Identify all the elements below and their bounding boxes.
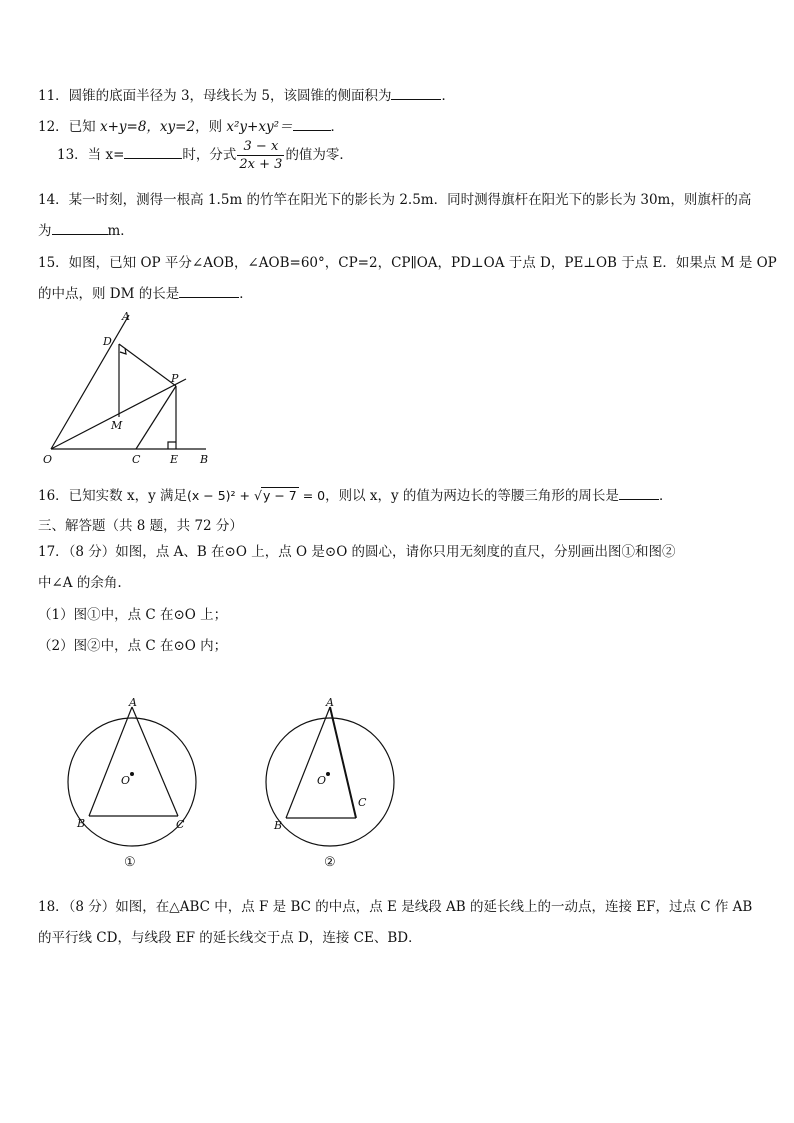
label-b: B <box>274 819 283 832</box>
fraction-numerator: 3 − x <box>237 138 284 156</box>
label-c: C <box>176 818 185 831</box>
answer-blank-12[interactable] <box>293 118 331 131</box>
label-c: C <box>358 796 367 809</box>
q16-equation: (x − 5)² + √y − 7 = 0 <box>187 488 326 503</box>
q15-end: ． <box>239 286 253 302</box>
q16-prefix: 16．已知实数 x，y 满足 <box>38 488 188 504</box>
label-a: A <box>122 310 130 323</box>
q13-mid: 时，分式 <box>182 147 237 163</box>
question-11 <box>38 84 455 104</box>
answer-blank-15[interactable] <box>179 285 239 298</box>
segment-dp <box>119 344 176 386</box>
q11-text: 11．圆锥的底面半径为 3，母线长为 5，该圆锥的侧面积为 <box>38 88 392 104</box>
section-3-heading: 三、解答题（共 8 题，共 72 分） <box>38 518 243 534</box>
question-17-part1: （1）图①中，点 C 在⊙O 上； <box>38 607 228 623</box>
q16-end: ． <box>658 488 673 504</box>
segment-cp <box>136 386 176 449</box>
question-17-line2: 中∠A 的余角. <box>38 575 122 591</box>
label-p: P <box>171 372 179 385</box>
fraction-denominator: 2x + 3 <box>239 157 283 172</box>
answer-blank-13[interactable] <box>124 146 182 159</box>
question-18-line2: 的平行线 CD，与线段 EF 的延长线交于点 D，连接 CE、BD． <box>38 930 422 946</box>
q14-prefix: 为 <box>38 223 52 239</box>
q12-end: ． <box>330 119 344 135</box>
caption-2: ② <box>324 855 336 870</box>
question-16 <box>38 484 672 504</box>
label-b: B <box>77 817 86 830</box>
question-14-line1: 14．某一时刻，测得一根高 1.5m 的竹竿在阳光下的影长为 2.5m．同时测得旗杆在阳光下的影长为 30m，则旗杆的高 <box>38 192 752 208</box>
q11-end: ． <box>441 88 455 104</box>
question-12 <box>38 115 344 135</box>
circle-o <box>266 718 394 846</box>
label-b: B <box>200 453 209 466</box>
segment-ac <box>330 707 356 818</box>
label-a: A <box>326 696 334 709</box>
center-point <box>326 772 330 776</box>
figure-17-1 <box>60 692 210 872</box>
q12-condition: x+y=8，xy=2 <box>99 119 196 135</box>
segment-ab <box>89 707 132 816</box>
answer-blank-14[interactable] <box>52 222 108 235</box>
question-18-line1: 18．（8 分）如图，在△ABC 中，点 F 是 BC 的中点，点 E 是线段 AB 的延长线上的一动点，连接 EF，过点 C 作 AB <box>38 899 753 915</box>
q15-prefix: 的中点，则 DM 的长是 <box>38 286 180 302</box>
question-17-line1: 17．（8 分）如图，点 A、B 在⊙O 上，点 O 是⊙O 的圆心，请你只用无刻度的直尺，分别画出图①和图② <box>38 544 676 560</box>
figure-17-2 <box>258 692 408 872</box>
segment-ac <box>132 707 178 816</box>
q13-end: 的值为零． <box>285 147 353 163</box>
label-d: D <box>103 335 112 348</box>
caption-1: ① <box>124 855 136 870</box>
answer-blank-11[interactable] <box>391 87 441 100</box>
center-point <box>130 772 134 776</box>
label-e: E <box>170 453 179 466</box>
q16-mid: ，则以 x，y 的值为两边长的等腰三角形的周长是 <box>325 488 619 504</box>
label-c: C <box>132 453 141 466</box>
figure-15 <box>36 306 216 470</box>
label-o: O <box>317 774 327 787</box>
label-a: A <box>129 696 137 709</box>
label-m: M <box>111 419 123 432</box>
question-14-line2 <box>38 219 134 239</box>
fraction <box>237 138 284 173</box>
q16-expr2: = 0 <box>298 488 326 503</box>
q16-expr1: (x − 5)² + <box>187 488 254 503</box>
q14-end: m． <box>107 223 134 239</box>
question-15-line2 <box>38 282 253 302</box>
right-angle-e <box>168 442 176 449</box>
question-17-part2: （2）图②中，点 C 在⊙O 内； <box>38 638 228 654</box>
q12-prefix: 12．已知 <box>38 119 100 135</box>
question-13 <box>57 138 353 173</box>
right-angle-d <box>120 348 126 354</box>
q13-prefix: 13．当 x= <box>57 147 125 163</box>
label-o: O <box>43 453 53 466</box>
answer-blank-16[interactable] <box>619 487 659 500</box>
q12-expression: x²y+xy²＝ <box>226 119 293 135</box>
q16-sqrt-content: y − 7 <box>262 488 297 503</box>
question-15-line1: 15．如图，已知 OP 平分∠AOB，∠AOB=60°，CP=2，CP∥OA，PD⊥OA 于点 D，PE⊥OB 于点 E．如果点 M 是 OP <box>38 255 777 271</box>
segment-ab <box>286 707 330 818</box>
label-o: O <box>121 774 131 787</box>
q12-mid: ，则 <box>195 119 227 135</box>
